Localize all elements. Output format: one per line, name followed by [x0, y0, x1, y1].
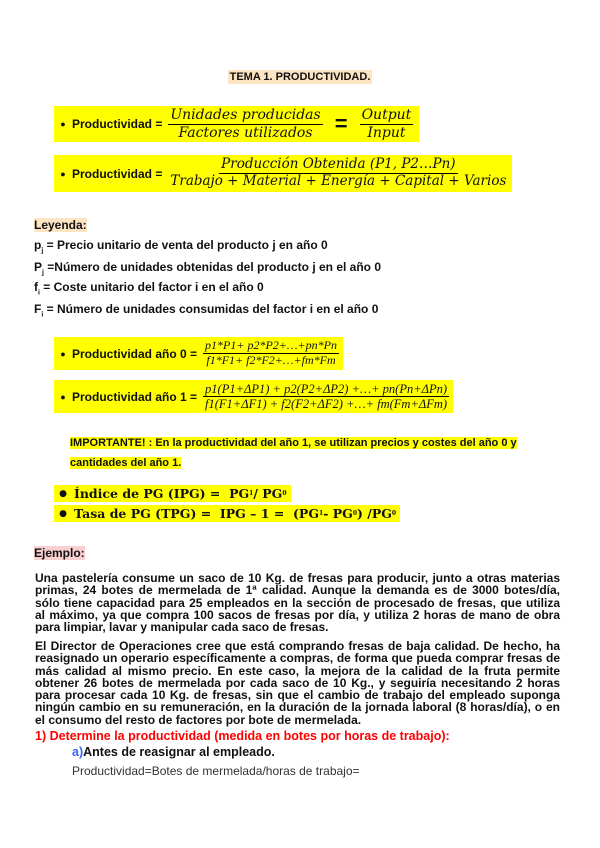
- important-note-line: IMPORTANTE! : En la productividad del año 1, se utilizan precios y costes del año 0 y: [70, 437, 517, 449]
- fraction: [168, 107, 322, 140]
- bullet-icon: ●: [59, 508, 67, 519]
- legend-item: $f_i$ = Coste unitario del factor i en el año 0: [34, 280, 264, 297]
- bullet-icon: ●: [60, 391, 66, 402]
- answer-line: Productividad=Botes de mermelada/horas de trabajo=: [72, 764, 360, 778]
- formula-label: Productividad =: [72, 117, 163, 131]
- question-1: 1) Determine la productividad (medida en botes por horas de trabajo):: [35, 729, 450, 743]
- sub-question-a: a)Antes de reasignar al empleado.: [72, 745, 275, 759]
- denominator: f1*F1+ f2*F2+…+fm*Fm: [206, 353, 336, 367]
- formula-label: Productividad =: [72, 166, 163, 181]
- formula-productivity: [54, 106, 419, 142]
- denominator: f1(F1+ΔF1) + f2(F2+ΔF2) +…+ fm(Fm+ΔFm): [205, 397, 448, 411]
- numerator: Unidades producidas: [170, 107, 321, 124]
- legend-item: $F_i$ = Número de unidades consumidas del factor i en el año 0: [34, 302, 379, 319]
- numerator: Producción Obtenida (P1, P2…Pn): [221, 156, 456, 173]
- denominator: Input: [367, 124, 406, 141]
- legend-heading: Leyenda:: [34, 218, 87, 232]
- denominator: Factores utilizados: [178, 124, 313, 141]
- ipg-formula: ● Índice de PG (IPG) = PG 1 / PG 0: [54, 485, 291, 502]
- important-note-line: cantidades del año 1.: [70, 457, 182, 469]
- example-paragraph-1: Una pastelería consume un saco de 10 Kg. de fresas para producir, junto a otras materias primas, 24 botes de mermelada de 1ª calidad. Aunque la demanda es de 3000 botes/día, sólo tiene capacidad para 25 empleados en la sección de procesado de fresas, que utiliza al máximo, ya que compra 100 sacos de fresas por día, y utiliza 2 horas de mano de obra para limpiar, lavar y manipular cada saco de fresas.: [35, 571, 560, 635]
- example-heading: Ejemplo:: [34, 546, 85, 560]
- formula-productivity-year1: [54, 380, 453, 413]
- bullet-icon: ●: [59, 488, 67, 499]
- example-paragraph-2: El Director de Operaciones cree que está comprando fresas de baja calidad. De hecho, ha reasignado un operario específicamente a compras, de forma que pueda comprar fresas de más calidad al mismo precio. En este caso, la mejora de la calidad de la fruta permite obtener 26 botes de mermelada por cada saco de 10 Kg., y seguiría necesitando 2 horas para procesar cada 10 Kg. de fresas, sin que el cambio de trabajo del empleado suponga ningún cambio en su remuneración, en la duración de la jornada laboral (8 horas/día), o en el consumo del resto de factores por bote de mermelada.: [35, 639, 560, 727]
- bullet-icon: ●: [60, 168, 66, 179]
- formula-productivity-year0: [54, 337, 343, 370]
- equals-sign: =: [334, 111, 348, 136]
- tpg-formula: ● Tasa de PG (TPG) = IPG – 1 = (PG 1 - PG 0 ) /PG 0: [54, 505, 400, 522]
- bullet-icon: ●: [60, 348, 66, 359]
- bullet-icon: ●: [60, 119, 66, 129]
- fraction: [360, 107, 414, 140]
- fraction: [203, 339, 339, 368]
- formula-productivity-factors: [54, 155, 512, 192]
- formula-label: Productividad año 1 =: [72, 389, 198, 404]
- legend-item: $P_j$ =Número de unidades obtenidas del producto j en el año 0: [34, 260, 382, 277]
- numerator: p1*P1+ p2*P2+…+pn*Pn: [205, 338, 337, 353]
- fraction: [203, 382, 449, 412]
- page-title: TEMA 1. PRODUCTIVIDAD.: [229, 71, 371, 83]
- formula-label: Productividad año 0 =: [72, 346, 198, 361]
- numerator: p1(P1+ΔP1) + p2(P2+ΔP2) +…+ pn(Pn+ΔPn): [205, 381, 448, 396]
- fraction: [168, 157, 508, 189]
- numerator: Output: [361, 107, 412, 124]
- denominator: Trabajo + Material + Energía + Capital + Varios: [170, 173, 507, 189]
- legend-item: $p_j$ = Precio unitario de venta del producto j en año 0: [34, 238, 328, 255]
